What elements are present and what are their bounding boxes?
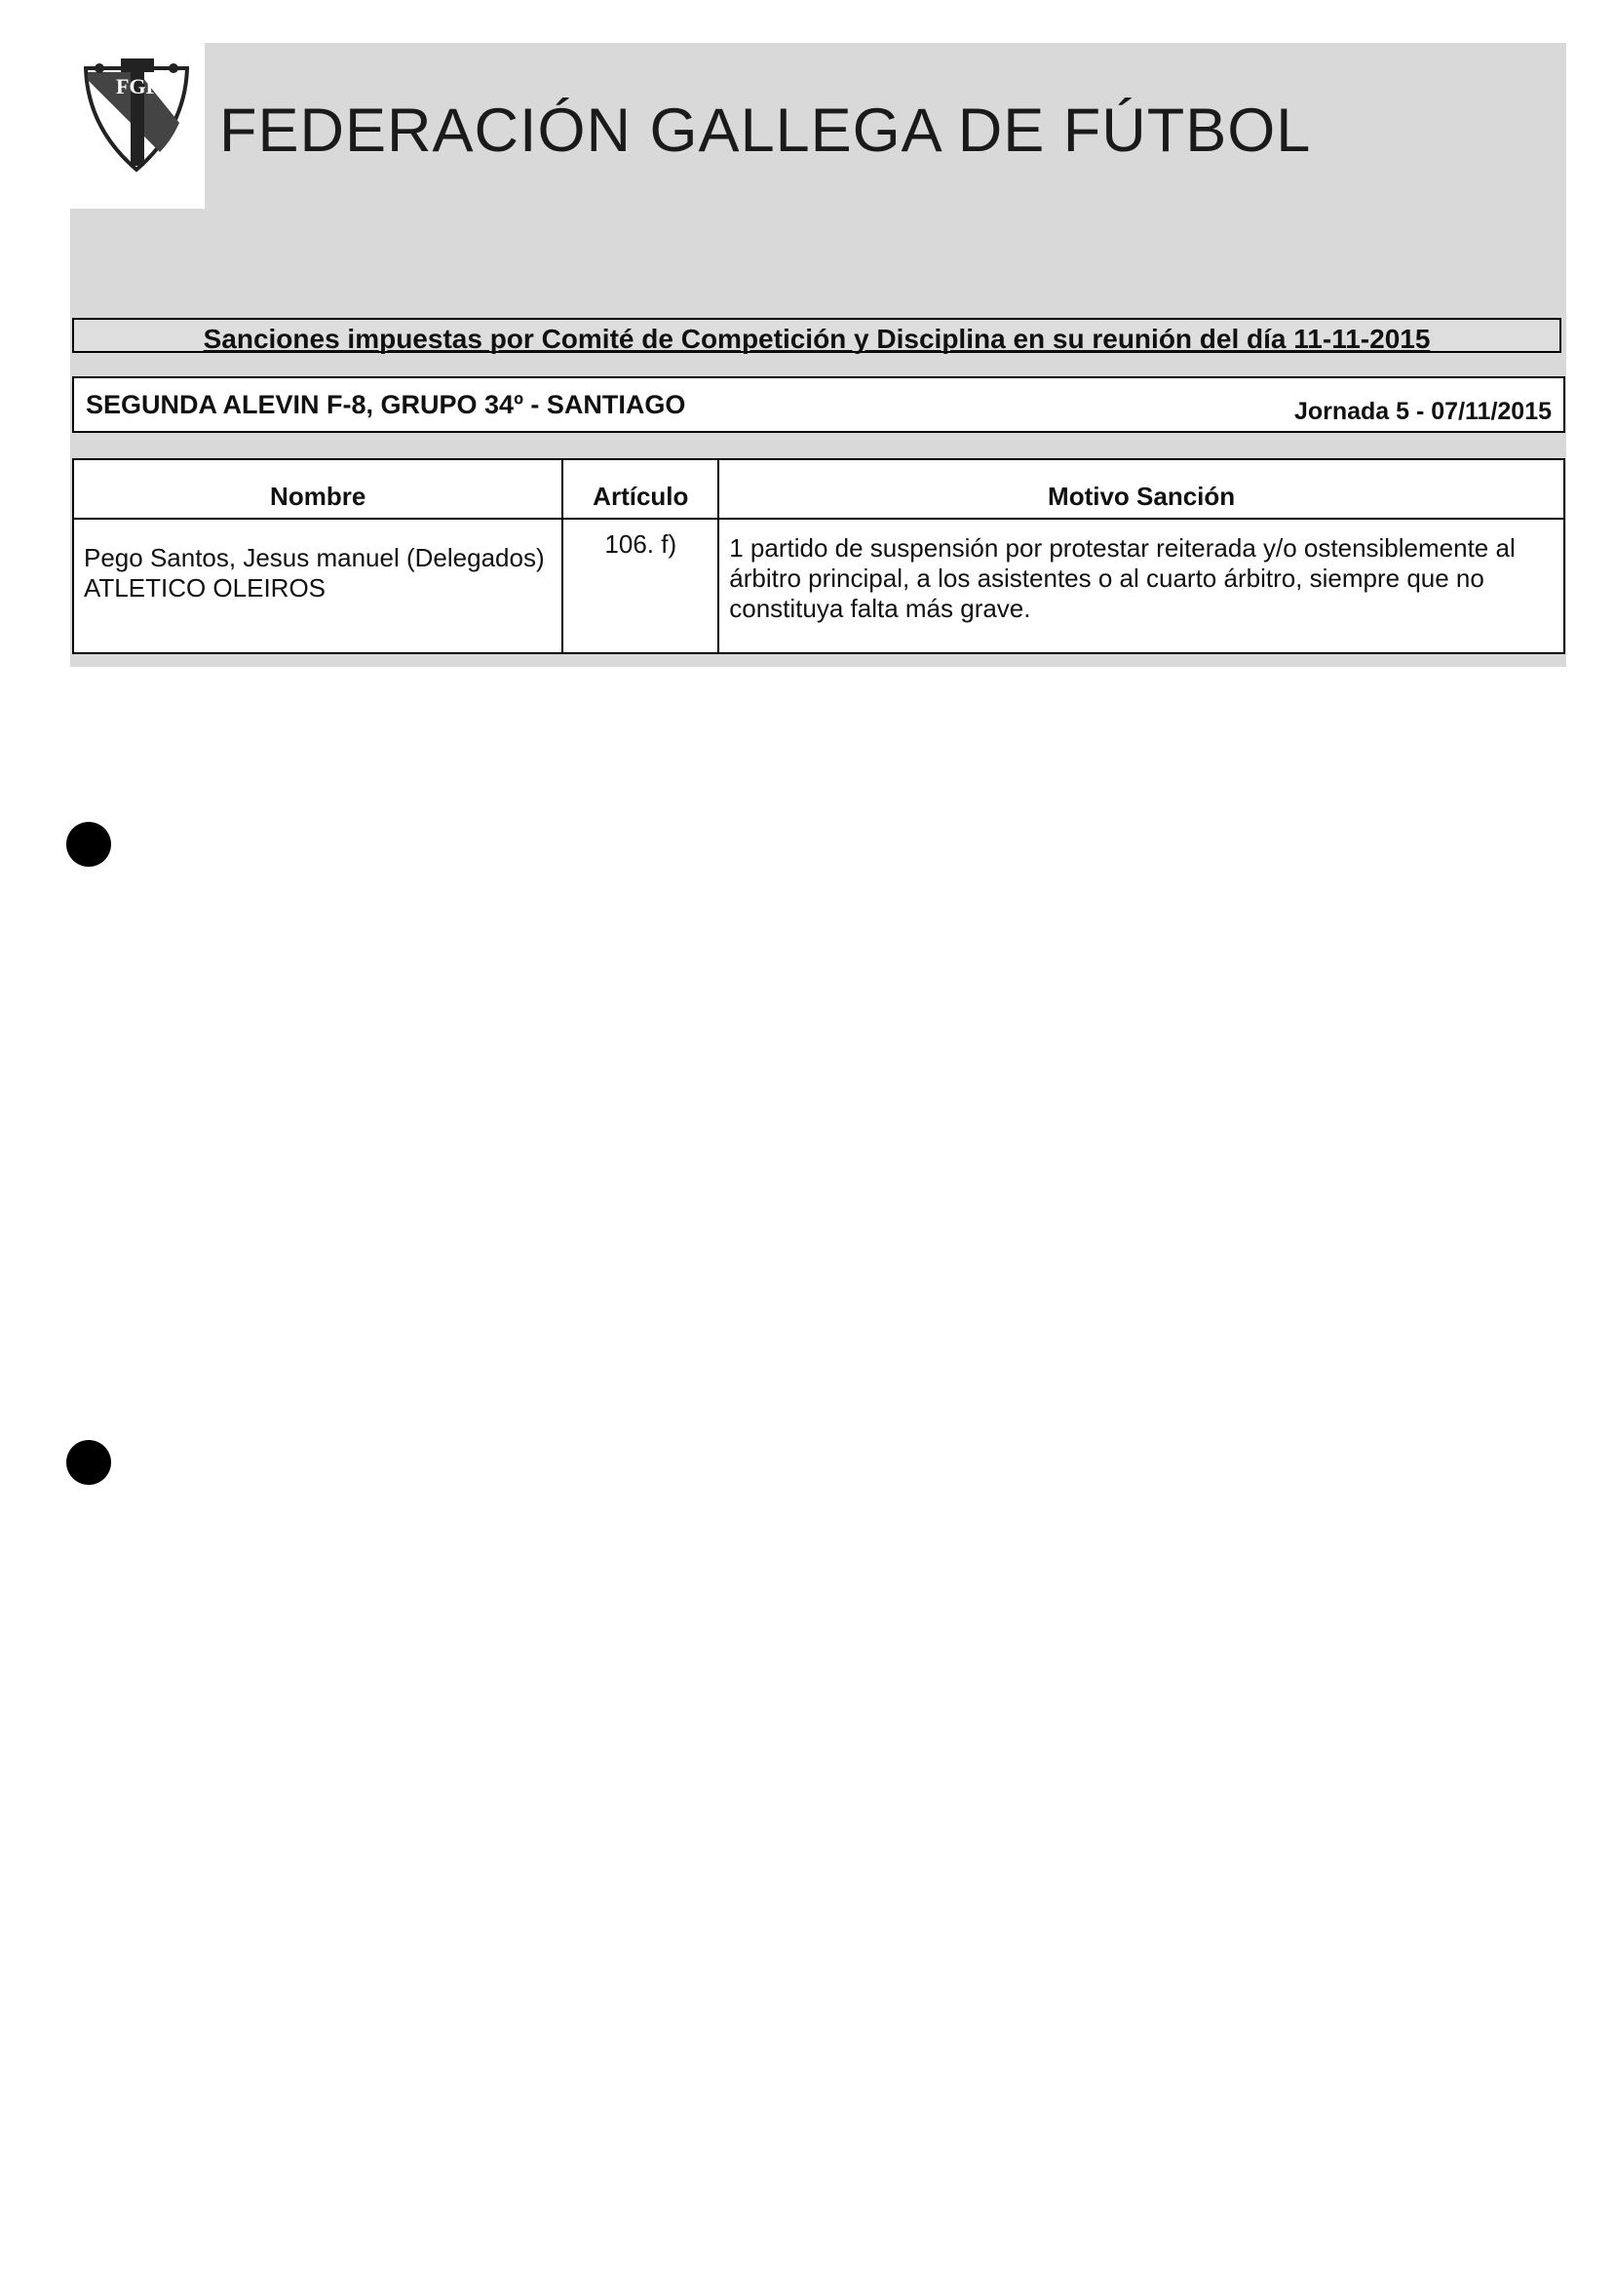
column-header-nombre: Nombre bbox=[73, 459, 562, 519]
group-header-box bbox=[72, 376, 1565, 433]
column-header-articulo: Artículo bbox=[562, 459, 718, 519]
punch-hole-bottom bbox=[66, 1440, 111, 1485]
svg-text:FGF: FGF bbox=[116, 74, 159, 98]
federation-title: FEDERACIÓN GALLEGA DE FÚTBOL bbox=[219, 97, 1312, 165]
club-name: ATLETICO OLEIROS bbox=[84, 573, 327, 603]
sanctions-table bbox=[72, 458, 1565, 654]
person-name: Pego Santos, Jesus manuel (Delegados) bbox=[84, 543, 545, 572]
jornada-label: Jornada 5 - 07/11/2015 bbox=[1293, 398, 1552, 425]
fgf-shield-icon bbox=[78, 55, 195, 176]
column-header-motivo: Motivo Sanción bbox=[718, 459, 1564, 519]
cell-articulo: 106. f) bbox=[562, 519, 718, 653]
punch-hole-top bbox=[66, 822, 111, 867]
table-row bbox=[73, 519, 1564, 653]
cell-nombre bbox=[73, 519, 562, 653]
table-header-row bbox=[73, 459, 1564, 519]
group-name: SEGUNDA ALEVIN F-8, GRUPO 34º - SANTIAGO bbox=[86, 390, 686, 419]
sanctions-header-box bbox=[72, 318, 1561, 353]
cell-motivo: 1 partido de suspensión por protestar reiterada y/o ostensiblemente al árbitro principal, a los asistentes o al cuarto árbitro, siempre que no constituya falta más grave. bbox=[718, 519, 1564, 653]
sanctions-header-text: Sanciones impuestas por Comité de Competición y Disciplina en su reunión del día 11-11-2015 bbox=[203, 324, 1431, 354]
